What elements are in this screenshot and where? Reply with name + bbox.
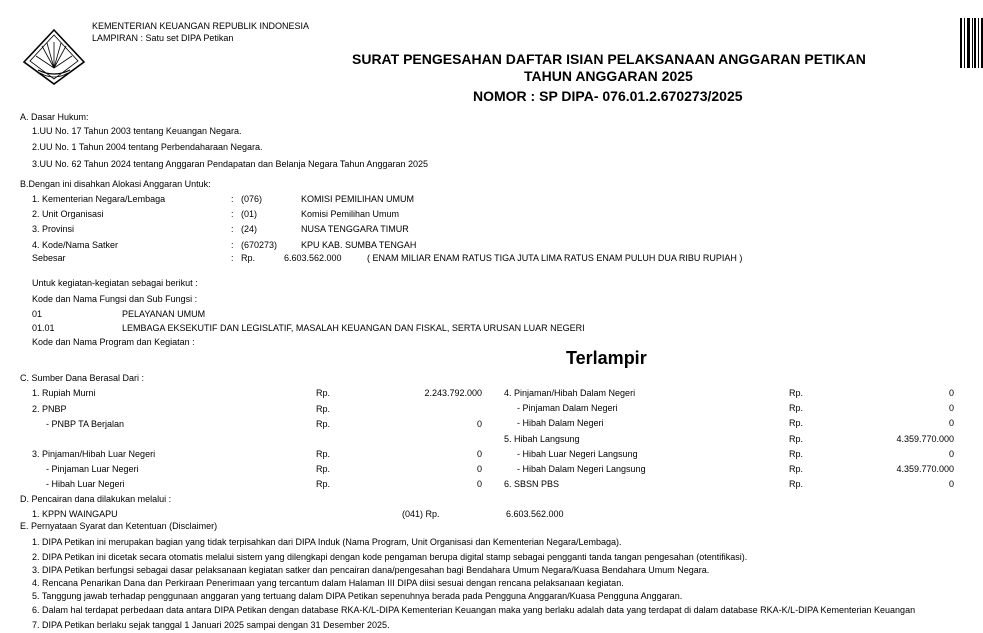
fund-source-label: - Hibah Dalam Negeri xyxy=(517,418,604,428)
fund-source-currency: Rp. xyxy=(316,388,331,398)
fund-source-label: - Pinjaman Luar Negeri xyxy=(46,464,139,474)
sebesar-in-words: ( ENAM MILIAR ENAM RATUS TIGA JUTA LIMA RATUS ENAM PULUH DUA RIBU RUPIAH ) xyxy=(367,253,743,263)
fund-source-currency: Rp. xyxy=(789,388,804,398)
doc-number: NOMOR : SP DIPA- 076.01.2.670273/2025 xyxy=(473,88,743,104)
allocation-label: 3. Provinsi xyxy=(32,224,75,234)
fund-source-currency: Rp. xyxy=(789,403,804,413)
fund-source-currency: Rp. xyxy=(789,449,804,459)
fund-source-label: - PNBP TA Berjalan xyxy=(46,419,125,429)
fungsi-name: LEMBAGA EKSEKUTIF DAN LEGISLATIF, MASALAH KEUANGAN DAN FISKAL, SERTA URUSAN LUAR NEGERI xyxy=(122,323,585,333)
fungsi-heading: Kode dan Nama Fungsi dan Sub Fungsi : xyxy=(32,294,198,304)
disclaimer-item: 5. Tanggung jawab terhadap penggunaan anggaran yang tertuang dalam DIPA Petikan sepenuhnya berada pada Pengguna Anggaran/Kuasa Pengguna Anggaran. xyxy=(32,591,683,601)
disclaimer-item: 1. DIPA Petikan ini merupakan bagian yang tidak terpisahkan dari DIPA Induk (Nama Program, Unit Organisasi dan Kementerian Negara/Lembaga). xyxy=(32,537,622,547)
fund-source-label: 6. SBSN PBS xyxy=(504,479,560,489)
fund-source-value: 4.359.770.000 xyxy=(896,434,954,444)
fund-source-currency: Rp. xyxy=(316,404,331,414)
allocation-code: (670273) xyxy=(241,240,278,250)
ministry-name: KEMENTERIAN KEUANGAN REPUBLIK INDONESIA xyxy=(92,21,310,31)
fund-source-value: 0 xyxy=(948,418,954,428)
fund-source-value: 2.243.792.000 xyxy=(424,388,482,398)
fund-source-currency: Rp. xyxy=(789,479,804,489)
fund-source-label: 3. Pinjaman/Hibah Luar Negeri xyxy=(32,449,156,459)
allocation-name: KPU KAB. SUMBA TENGAH xyxy=(301,240,417,250)
allocation-name: Komisi Pemilihan Umum xyxy=(301,209,400,219)
allocation-colon: : xyxy=(231,224,234,234)
fund-source-currency: Rp. xyxy=(789,418,804,428)
fungsi-code: 01.01 xyxy=(32,323,55,333)
kppn-code: (041) Rp. xyxy=(402,509,440,519)
kppn-amount: 6.603.562.000 xyxy=(506,509,564,519)
section-d-heading: D. Pencairan dana dilakukan melalui : xyxy=(20,494,172,504)
fund-source-label: - Hibah Luar Negeri xyxy=(46,479,125,489)
allocation-name: NUSA TENGGARA TIMUR xyxy=(301,224,409,234)
allocation-label: 2. Unit Organisasi xyxy=(32,209,104,219)
fund-source-currency: Rp. xyxy=(316,464,331,474)
fund-source-value: 0 xyxy=(948,449,954,459)
sebesar-currency: Rp. xyxy=(241,253,256,263)
legal-basis-item: 1.UU No. 17 Tahun 2003 tentang Keuangan Negara. xyxy=(32,126,242,136)
allocation-label: 1. Kementerian Negara/Lembaga xyxy=(32,194,166,204)
barcode xyxy=(960,18,983,68)
doc-year: TAHUN ANGGARAN 2025 xyxy=(524,68,693,84)
fund-source-currency: Rp. xyxy=(789,464,804,474)
kemenkeu-logo xyxy=(22,28,86,86)
sebesar-label: Sebesar xyxy=(32,253,66,263)
fund-source-currency: Rp. xyxy=(316,449,331,459)
sebesar-amount: 6.603.562.000 xyxy=(284,253,342,263)
allocation-colon: : xyxy=(231,209,234,219)
fund-source-label: - Pinjaman Dalam Negeri xyxy=(517,403,618,413)
fund-source-value: 0 xyxy=(476,449,482,459)
fund-source-value: 0 xyxy=(476,479,482,489)
fund-source-currency: Rp. xyxy=(316,419,331,429)
disclaimer-item: 6. Dalam hal terdapat perbedaan data antara DIPA Petikan dengan database RKA-K/L-DIPA Kementerian Keuangan maka yang berlaku adalah data yang terdapat di dalam database RKA-K/L-DIPA Kementerian Keuangan xyxy=(32,605,916,615)
fund-source-label: 1. Rupiah Murni xyxy=(32,388,96,398)
fund-source-currency: Rp. xyxy=(789,434,804,444)
kppn-name: 1. KPPN WAINGAPU xyxy=(32,509,118,519)
attachment-note: LAMPIRAN : Satu set DIPA Petikan xyxy=(92,33,234,43)
program-heading: Kode dan Nama Program dan Kegiatan : xyxy=(32,337,195,347)
fund-source-label: 4. Pinjaman/Hibah Dalam Negeri xyxy=(504,388,636,398)
legal-basis-item: 3.UU No. 62 Tahun 2024 tentang Anggaran Pendapatan dan Belanja Negara Tahun Anggaran 2025 xyxy=(32,159,428,169)
fund-source-value: 0 xyxy=(948,403,954,413)
fund-source-currency: Rp. xyxy=(316,479,331,489)
section-b-heading: B.Dengan ini disahkan Alokasi Anggaran Untuk: xyxy=(20,179,211,189)
fund-source-label: 2. PNBP xyxy=(32,404,67,414)
allocation-name: KOMISI PEMILIHAN UMUM xyxy=(301,194,415,204)
disclaimer-item: 4. Rencana Penarikan Dana dan Perkiraan Penerimaan yang tercantum dalam Halaman III DIPA diisi sesuai dengan rencana pelaksanaan kegiatan. xyxy=(32,578,624,588)
fund-source-value: 0 xyxy=(948,479,954,489)
fund-source-value: 0 xyxy=(948,388,954,398)
fungsi-code: 01 xyxy=(32,309,43,319)
allocation-code: (24) xyxy=(241,224,258,234)
allocation-colon: : xyxy=(231,240,234,250)
doc-title: SURAT PENGESAHAN DAFTAR ISIAN PELAKSANAAN ANGGARAN PETIKAN xyxy=(352,51,866,67)
fund-source-value: 0 xyxy=(476,419,482,429)
kegiatan-intro: Untuk kegiatan-kegiatan sebagai berikut : xyxy=(32,278,198,288)
allocation-colon: : xyxy=(231,194,234,204)
section-c-heading: C. Sumber Dana Berasal Dari : xyxy=(20,373,145,383)
fund-source-label: - Hibah Luar Negeri Langsung xyxy=(517,449,638,459)
terlampir-label: Terlampir xyxy=(566,348,647,368)
section-a-heading: A. Dasar Hukum: xyxy=(20,112,89,122)
fund-source-value: 4.359.770.000 xyxy=(896,464,954,474)
fungsi-name: PELAYANAN UMUM xyxy=(122,309,206,319)
allocation-code: (01) xyxy=(241,209,258,219)
disclaimer-item: 3. DIPA Petikan berfungsi sebagai dasar pelaksanaan kegiatan satker dan pencairan dana/pengesahan bagi Bendahara Umum Negara/Kuasa Bendahara Umum Negara. xyxy=(32,565,710,575)
legal-basis-item: 2.UU No. 1 Tahun 2004 tentang Perbendaharaan Negara. xyxy=(32,142,263,152)
allocation-code: (076) xyxy=(241,194,263,204)
section-e-heading: E. Pernyataan Syarat dan Ketentuan (Disclaimer) xyxy=(20,521,218,531)
fund-source-label: - Hibah Dalam Negeri Langsung xyxy=(517,464,646,474)
disclaimer-item: 2. DIPA Petikan ini dicetak secara otomatis melalui sistem yang dilengkapi dengan kode pengaman berupa digital stamp sebagai pengganti tanda tangan pengesahan (otentifikasi). xyxy=(32,552,748,562)
fund-source-value: 0 xyxy=(476,464,482,474)
sebesar-colon: : xyxy=(231,253,234,263)
allocation-label: 4. Kode/Nama Satker xyxy=(32,240,119,250)
fund-source-label: 5. Hibah Langsung xyxy=(504,434,580,444)
disclaimer-item: 7. DIPA Petikan berlaku sejak tanggal 1 Januari 2025 sampai dengan 31 Desember 2025. xyxy=(32,620,390,630)
